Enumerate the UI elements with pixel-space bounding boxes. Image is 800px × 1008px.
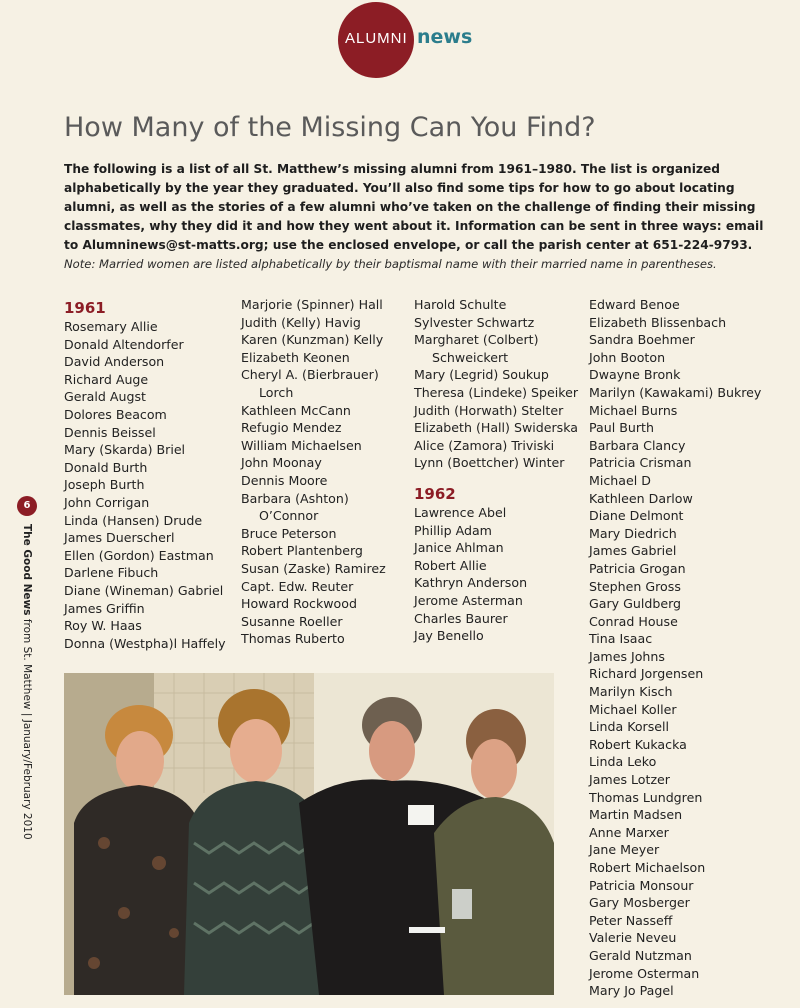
list-item: Mary (Skarda) Briel [64,442,186,458]
list-item: Judith (Kelly) Havig [241,314,361,330]
list-item: Rosemary Allie [64,319,158,334]
publication-name: The Good News [21,524,33,616]
list-item: Patricia Grogan [589,560,686,576]
list-item: William Michaelsen [241,437,362,453]
list-item: Jay Benello [414,628,484,644]
section-title: news [417,26,473,48]
list-item: Harold Schulte [414,297,507,312]
list-item: Patricia Monsour [589,877,694,893]
list-item: Elizabeth Blissenbach [589,314,727,330]
list-item: Judith (Horwath) Stelter [414,402,564,418]
list-item: Diane (Wineman) Gabriel [64,582,224,598]
list-item: Marilyn Kisch [589,684,673,700]
list-item: Margharet (Colbert) [414,332,539,348]
list-item: Darlene Fibuch [64,565,159,581]
list-item: Dennis Beissel [64,424,156,440]
list-item: James Lotzer [589,772,670,788]
list-item: Barbara (Ashton) [241,490,349,506]
list-item: Michael Burns [589,402,678,418]
list-item: Linda (Hansen) Drude [64,512,203,528]
list-item: Conrad House [589,613,678,629]
list-item: Peter Nasseff [589,912,673,928]
list-item: Susan (Zaske) Ramirez [241,560,386,576]
list-item: Kathryn Anderson [414,575,528,591]
list-item: Janice Ahlman [414,540,504,556]
year-heading-1962: 1962 [414,484,456,503]
name-column-3 [414,296,584,645]
list-item: Linda Korsell [589,719,670,735]
name-list-1961-part2a [241,296,409,384]
list-item: Phillip Adam [414,522,492,538]
list-item: Howard Rockwood [241,596,357,612]
list-item-continuation: O’Connor [259,508,319,524]
name-column-4 [589,296,779,1000]
list-item: Kathleen Darlow [589,490,693,506]
list-item: Richard Auge [64,371,149,387]
list-item: Refugio Mendez [241,420,342,436]
list-item: Theresa (Lindeke) Speiker [414,384,579,400]
name-column-1 [64,296,232,652]
list-item: Gary Mosberger [589,895,690,911]
list-item: Diane Delmont [589,508,684,524]
list-item: Sylvester Schwartz [414,314,535,330]
list-item: Charles Baurer [414,610,508,626]
list-item: Kathleen McCann [241,402,351,418]
list-item: Michael Koller [589,701,677,717]
list-item: Donald Burth [64,459,148,475]
list-item: Thomas Lundgren [589,789,703,805]
list-item: Susanne Roeller [241,613,343,629]
group-photo-illustration [64,673,554,995]
list-item: Tina Isaac [589,631,653,647]
list-item: Alice (Zamora) Triviski [414,437,555,453]
list-item: Jane Meyer [589,842,660,858]
name-list-1962-part2 [589,296,779,1000]
list-item: Michael D [589,472,651,488]
name-list-1961-part1 [64,318,232,652]
publication-subtitle: from St. Matthew [21,615,33,710]
list-item: John Corrigan [64,494,150,510]
list-item: John Moonay [241,455,322,471]
name-list-1961-part3a [414,296,584,349]
list-item: Marilyn (Kawakami) Bukrey [589,384,762,400]
list-item: Gary Guldberg [589,596,682,612]
name-list-1961-part3b [414,366,584,472]
list-item: Robert Kukacka [589,736,687,752]
list-item: Anne Marxer [589,824,669,840]
group-photo [64,673,554,995]
page-title: How Many of the Missing Can You Find? [64,112,596,143]
list-item: John Booton [589,349,666,365]
list-item: Mary Diedrich [589,525,677,541]
list-item: Dennis Moore [241,472,328,488]
list-item: James Gabriel [589,543,677,559]
list-item: James Duerscherl [64,530,175,546]
list-item: Karen (Kunzman) Kelly [241,332,384,348]
list-item: Bruce Peterson [241,525,337,541]
list-item: Robert Michaelson [589,860,706,875]
list-item: Valerie Neveu [589,930,677,946]
page-sidebar [13,496,43,840]
list-item: Mary (Legrid) Soukup [414,367,549,383]
issue-date: January/February 2010 [21,719,33,840]
list-item: Donald Altendorfer [64,336,184,352]
list-item: Donna (Westpha)l Haffely [64,635,226,651]
list-item: Thomas Ruberto [241,631,345,647]
list-item: James Griffin [64,600,145,616]
list-item: Robert Plantenberg [241,543,363,559]
list-item: Lawrence Abel [414,504,507,520]
name-list-1961-part2b [241,402,409,508]
list-item: Elizabeth (Hall) Swiderska [414,420,579,436]
list-item: Lynn (Boettcher) Winter [414,455,565,471]
list-item: Elizabeth Keonen [241,349,350,365]
list-item: Gerald Augst [64,389,146,405]
list-item: David Anderson [64,354,165,370]
list-item: Linda Leko [589,754,657,770]
list-item: James Johns [589,648,665,664]
list-item: Capt. Edw. Reuter [241,578,354,594]
list-item: Dwayne Bronk [589,367,681,383]
list-item: Cheryl A. (Bierbrauer) [241,367,379,383]
list-item-continuation: Lorch [259,384,294,400]
list-item: Martin Madsen [589,807,683,823]
section-badge-label: ALUMNI [345,30,408,47]
intro-paragraph: The following is a list of all St. Matthew’s missing alumni from 1961–1980. The list is organized alphabetically by the year they graduated. You’ll also find some tips for how to go about locating alumni, as well as the stories of a few alumni who’ve taken on the challenge of finding their missing classmates, why they did it and how they went about it. Information can be sent in three ways: email to Alumninews@st-matts.org; use the enclosed envelope, or call the parish center at 651-224-9793. [64,162,764,252]
list-item: Marjorie (Spinner) Hall [241,297,383,312]
list-item: Roy W. Haas [64,618,142,634]
list-item: Barbara Clancy [589,437,686,453]
name-column-2 [241,296,409,648]
publication-footer [21,524,33,840]
list-item: Stephen Gross [589,578,681,594]
list-item: Patricia Crisman [589,455,692,471]
footer-separator: | [21,709,33,720]
list-item: Robert Allie [414,557,487,573]
page-number: 6 [17,496,37,516]
list-item: Jerome Asterman [414,592,523,608]
name-list-1962-part1 [414,504,584,645]
list-item: Paul Burth [589,420,654,436]
list-item: Jerome Osterman [589,965,700,981]
married-names-note: Note: Married women are listed alphabetically by their baptismal name with their married name in parentheses. [64,257,717,271]
list-item: Joseph Burth [64,477,145,493]
list-item: Ellen (Gordon) Eastman [64,547,214,563]
list-item: Gerald Nutzman [589,947,692,963]
year-heading-1961: 1961 [64,299,106,317]
list-item: Sandra Boehmer [589,332,695,348]
list-item: Mary Jo Pagel [589,983,674,999]
list-item: Richard Jorgensen [589,666,704,682]
list-item-continuation: Schweickert [432,349,509,365]
masthead [0,0,800,80]
list-item: Edward Benoe [589,297,680,312]
list-item: Dolores Beacom [64,406,167,422]
name-list-1961-part2c [241,525,409,648]
